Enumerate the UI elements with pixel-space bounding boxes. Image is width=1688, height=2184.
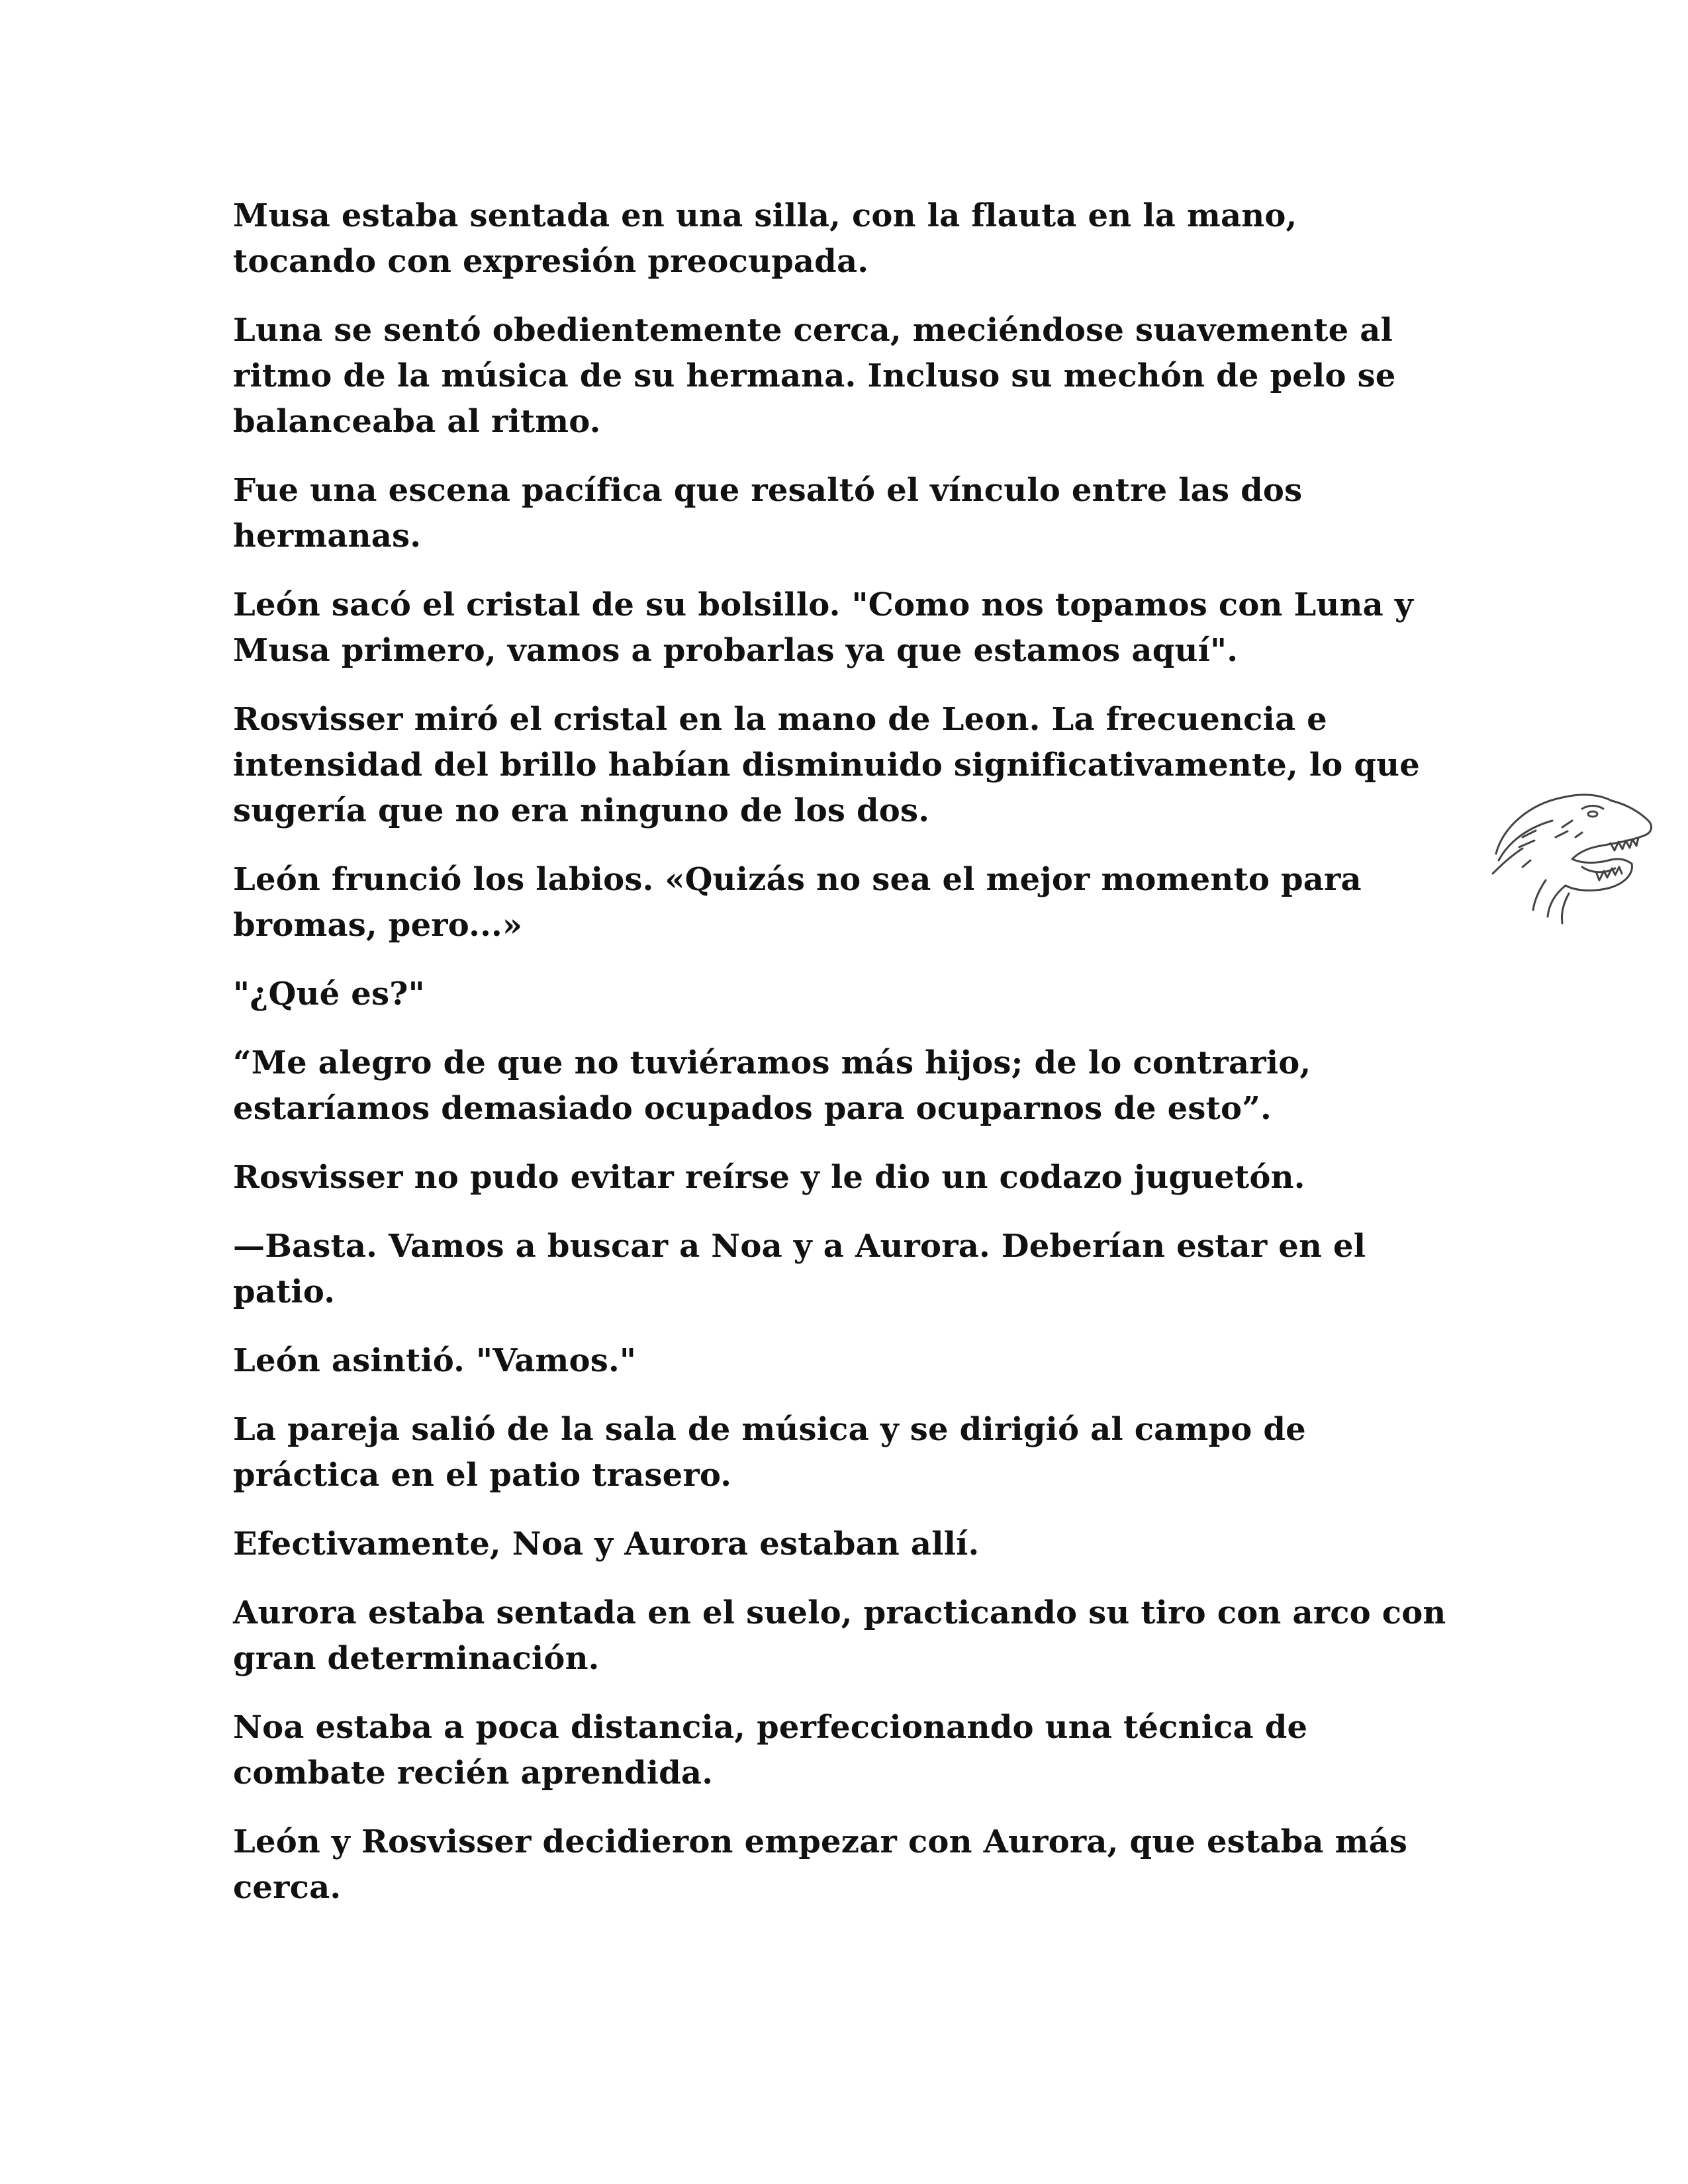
paragraph-14: Aurora estaba sentada en el suelo, practicando su tiro con arco con gran determinación.: [233, 1594, 1446, 1677]
paragraph-3: Fue una escena pacífica que resaltó el vínculo entre las dos hermanas.: [233, 472, 1303, 555]
paragraph-7: "¿Qué es?": [233, 976, 425, 1013]
paragraph-12: La pareja salió de la sala de música y se dirigió al campo de práctica en el patio trasero.: [233, 1411, 1306, 1494]
paragraph-5: Rosvisser miró el cristal en la mano de Leon. La frecuencia e intensidad del brillo habían disminuido significativamente, lo que sugería que no era ninguno de los dos.: [233, 701, 1421, 829]
paragraph-2: Luna se sentó obedientemente cerca, meciéndose suavemente al ritmo de la música de su hermana. Incluso su mechón de pelo se balanceaba al ritmo.: [233, 312, 1396, 440]
paragraph-10: —Basta. Vamos a buscar a Noa y a Aurora. Deberían estar en el patio.: [233, 1228, 1366, 1310]
paragraph-13: Efectivamente, Noa y Aurora estaban allí.: [233, 1525, 980, 1563]
paragraph-15: Noa estaba a poca distancia, perfeccionando una técnica de combate recién aprendida.: [233, 1709, 1308, 1792]
paragraph-4: León sacó el cristal de su bolsillo. "Como nos topamos con Luna y Musa primero, vamos a probarlas ya que estamos aquí".: [233, 586, 1413, 669]
paragraph-9: Rosvisser no pudo evitar reírse y le dio un codazo juguetón.: [233, 1159, 1305, 1196]
story-text: [233, 193, 1451, 1934]
paragraph-1: Musa estaba sentada en una silla, con la flauta en la mano, tocando con expresión preocupada.: [233, 197, 1297, 280]
paragraph-11: León asintió. "Vamos.": [233, 1342, 637, 1379]
paragraph-8: “Me alegro de que no tuviéramos más hijos; de lo contrario, estaríamos demasiado ocupados para ocuparnos de esto”.: [233, 1044, 1311, 1127]
paragraph-6: León frunció los labios. «Quizás no sea el mejor momento para bromas, pero...»: [233, 861, 1362, 944]
dinosaur-head-sketch-icon: [1483, 774, 1662, 927]
paragraph-16: León y Rosvisser decidieron empezar con Aurora, que estaba más cerca.: [233, 1823, 1408, 1906]
